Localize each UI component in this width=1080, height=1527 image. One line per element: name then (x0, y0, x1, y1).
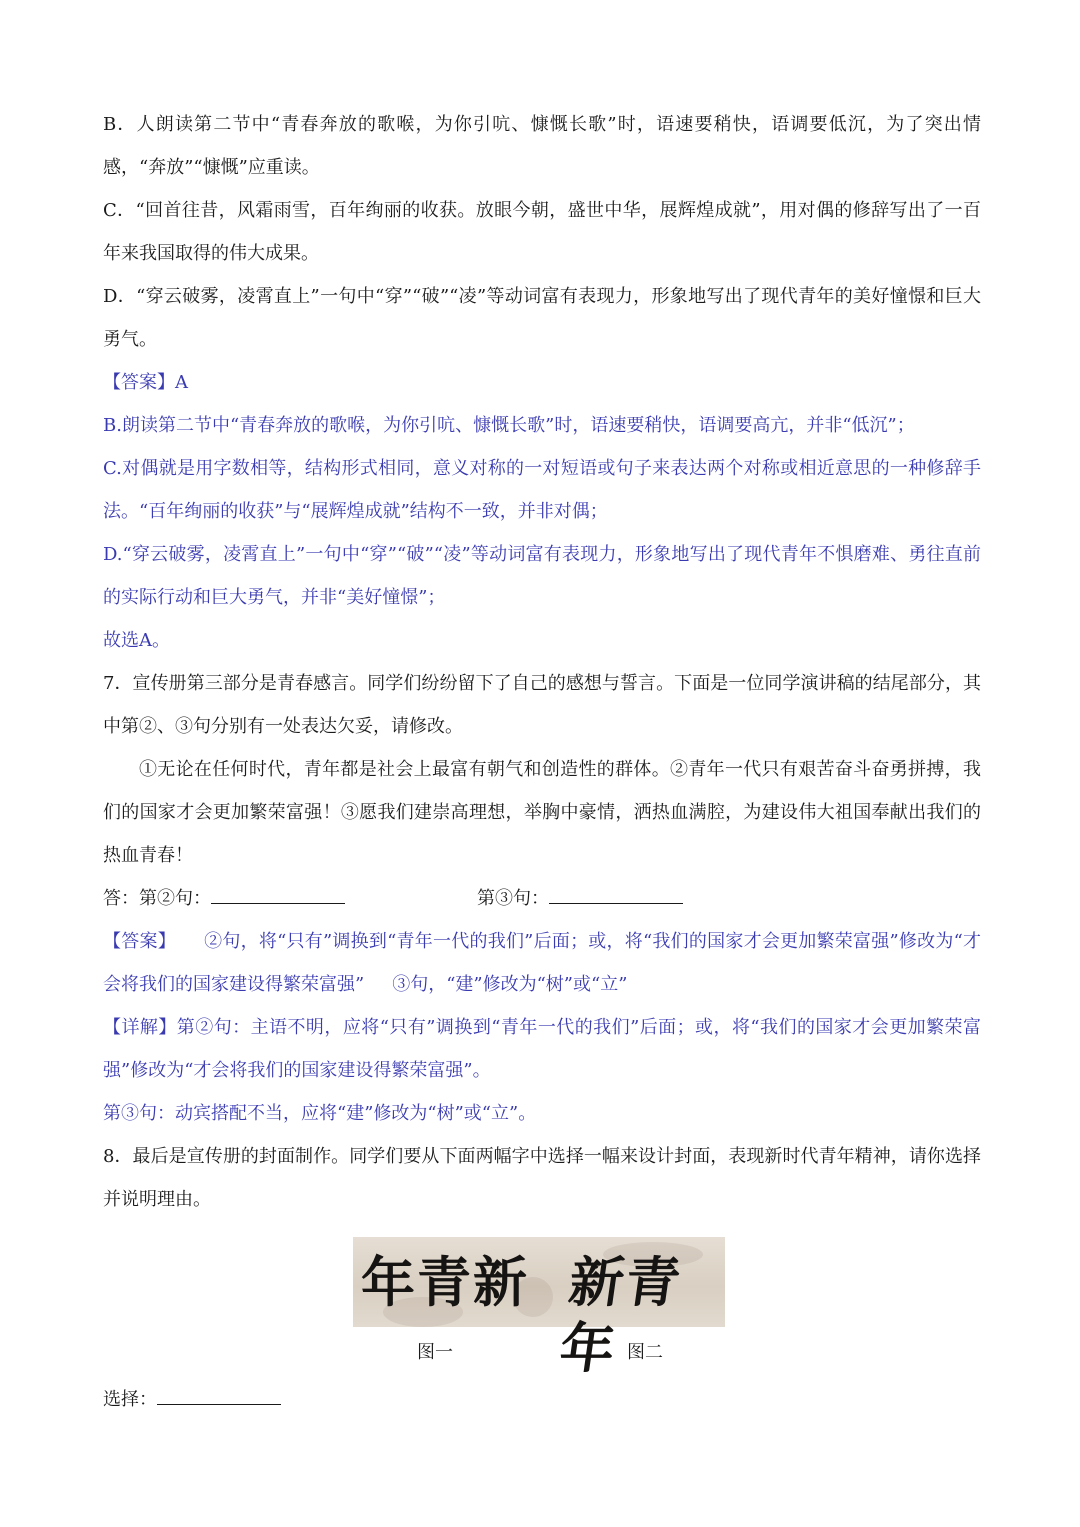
q6-explanation-b: B.朗读第二节中“青春奔放的歌喉，为你引吭、慷慨长歌”时，语速要稍快，语调要高亢，并非“低沉”； (103, 415, 915, 436)
q6-explanation-d: D.“穿云破雾，凌霄直上”一句中“穿”“破”“凌”等动词富有表现力，形象地写出了现代青年不惧磨难、勇往直前的实际行动和巨大勇气，并非“美好憧憬”； (103, 544, 981, 608)
q7-answer (103, 920, 981, 1006)
q7-answer-line (103, 877, 981, 920)
option-c: C．“回首往昔，风霜雨雪，百年绚丽的收获。放眼今朝，盛世中华，展辉煌成就”，用对偶的修辞写出了一百年来我国取得的伟大成果。 (103, 200, 981, 264)
selection-line (103, 1378, 981, 1421)
q8-prompt: 8．最后是宣传册的封面制作。同学们要从下面两幅字中选择一幅来设计封面，表现新时代青年精神，请你选择并说明理由。 (103, 1146, 981, 1210)
calligraphy-figure-2: 新青年 (555, 1250, 687, 1380)
calligraphy-figure-1: 年青新 (361, 1250, 529, 1314)
q7-prompt: 7．宣传册第三部分是青春感言。同学们纷纷留下了自己的感想与誓言。下面是一位同学演讲稿的结尾部分，其中第②、③句分别有一处表达欠妥，请修改。 (103, 673, 981, 737)
q6-answer: 【答案】A (103, 372, 188, 393)
answer-label-3: 第③句： (477, 888, 549, 909)
q7-detail: 【详解】第②句：主语不明，应将“只有”调换到“青年一代的我们”后面；或，将“我们的国家才会更加繁荣富强”修改为“才会将我们的国家建设得繁荣富强”。 (103, 1017, 981, 1081)
answer-tag: 【答案】 (103, 931, 176, 952)
q7-passage: ①无论在任何时代，青年都是社会上最富有朝气和创造性的群体。②青年一代只有艰苦奋斗奋勇拼搏，我们的国家才会更加繁荣富强！③愿我们建崇高理想，举胸中豪情，洒热血满腔，为建设伟大祖国奉献出我们的热血青春！ (103, 759, 981, 866)
q6-explanation-c: C.对偶就是用字数相等，结构形式相同，意义对称的一对短语或句子来表达两个对称或相近意思的一种修辞手法。“百年绚丽的收获”与“展辉煌成就”结构不一致，并非对偶； (103, 458, 981, 522)
q7-detail-3: 第③句：动宾搭配不当，应将“建”修改为“树”或“立”。 (103, 1103, 537, 1124)
option-d: D．“穿云破雾，凌霄直上”一句中“穿”“破”“凌”等动词富有表现力，形象地写出了现代青年的美好憧憬和巨大勇气。 (103, 286, 981, 350)
select-label: 选择： (103, 1389, 157, 1410)
answer-blank-2[interactable] (211, 889, 345, 904)
answer-part-2: ③句，“建”修改为“树”或“立” (392, 974, 628, 995)
figure-2-caption: 图二 (627, 1342, 663, 1363)
figure-1-caption: 图一 (417, 1342, 453, 1363)
q6-conclusion: 故选A。 (103, 630, 170, 651)
answer-blank-3[interactable] (549, 889, 683, 904)
option-b: B．人朗读第二节中“青春奔放的歌喉，为你引吭、慷慨长歌”时，语速要稍快，语调要低沉，为了突出情感，“奔放”“慷慨”应重读。 (103, 114, 981, 178)
answer-part-1: ②句，将“只有”调换到“青年一代的我们”后面；或，将“我们的国家才会更加繁荣富强”修改为“才会将我们的国家建设得繁荣富强” (103, 931, 982, 995)
select-blank[interactable] (157, 1390, 281, 1405)
answer-label-2: 答：第②句： (103, 888, 211, 909)
